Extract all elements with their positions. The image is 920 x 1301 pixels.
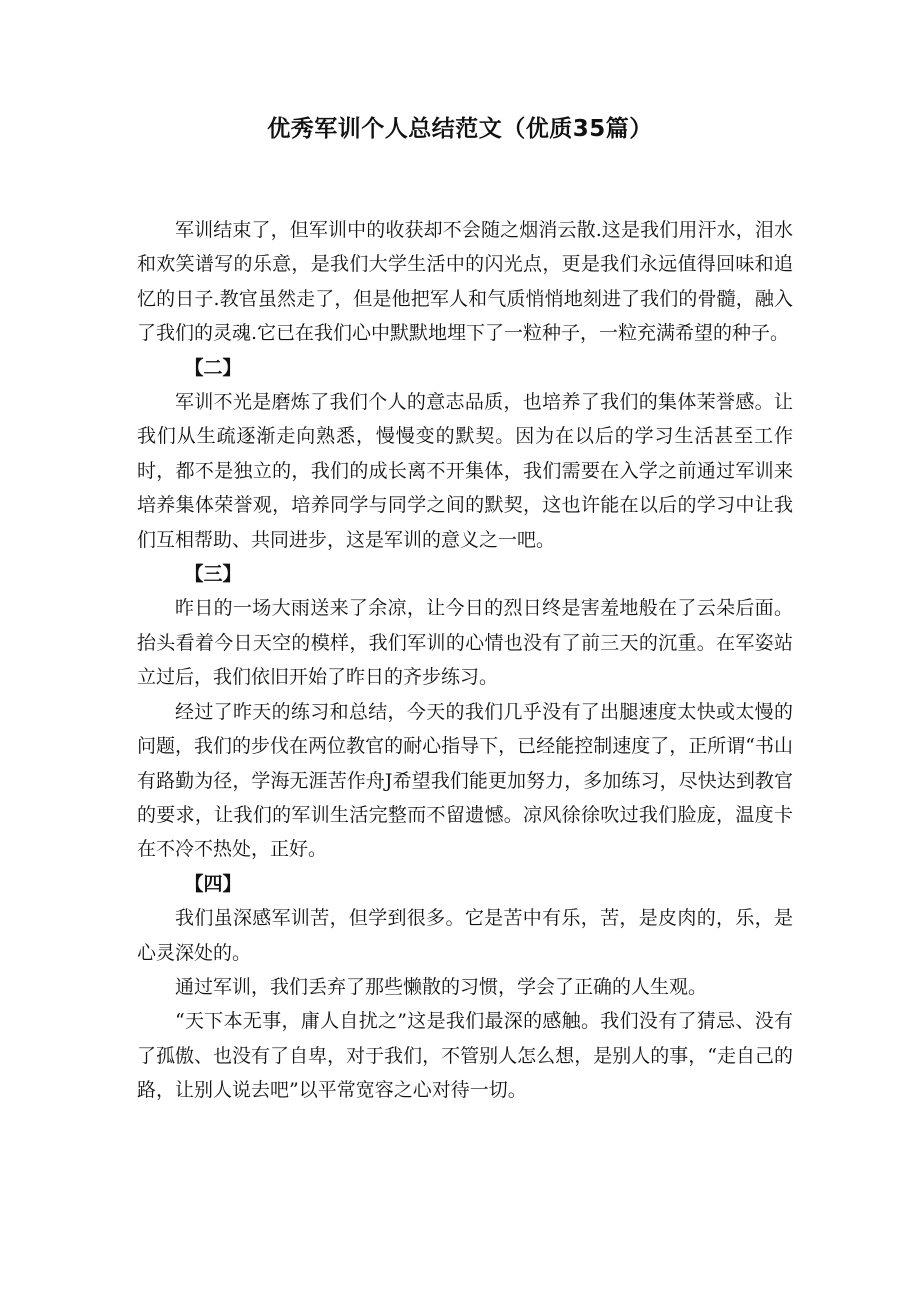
body-paragraph: 通过军训，我们丢弃了那些懒散的习惯，学会了正确的人生观。	[175, 975, 708, 998]
body-paragraph: “天下本无事，庸人自扰之”这是我们最深的感触。我们没有了猜忌、没有了孤傲、也没有了自卑，对于我们，不管别人怎么想，是别人的事，“走自己的路，让别人说去吧”以平常宽容之心对待一切。	[137, 1010, 793, 1102]
section-heading: 【四】	[184, 872, 242, 895]
document-body	[137, 213, 793, 1108]
document-title: 优秀军训个人总结范文（优质35篇）	[267, 116, 653, 142]
body-paragraph: 昨日的一场大雨送来了余凉，让今日的烈日终是害羞地般在了云朵后面。抬头看着今日天空的模样，我们军训的心情也没有了前三天的沉重。在军姿站立过后，我们依旧开始了昨日的齐步练习。	[137, 597, 793, 689]
body-paragraph: 军训结束了，但军训中的收获却不会随之烟消云散.这是我们用汗水，泪水和欢笑谱写的乐意，是我们大学生活中的闪光点，更是我们永远值得回味和追忆的日子.教官虽然走了，但是他把军人和气质悄悄地刻进了我们的骨髓，融入了我们的灵魂.它已在我们心中默默地埋下了一粒种子，一粒充满希望的种子。	[137, 219, 793, 345]
section-heading: 【三】	[184, 563, 242, 586]
body-paragraph: 经过了昨天的练习和总结，今天的我们几乎没有了出腿速度太快或太慢的问题，我们的步伐在两位教官的耐心指导下，已经能控制速度了，正所谓“书山有路勤为径，学海无涯苦作舟J希望我们能更加努力，多加练习，尽快达到教官的要求，让我们的军训生活完整而不留遗憾。凉风徐徐吹过我们脸庞，温度卡在不冷不热处，正好。	[137, 700, 793, 861]
section-heading: 【二】	[184, 356, 242, 379]
body-paragraph: 我们虽深感军训苦，但学到很多。它是苦中有乐，苦，是皮肉的，乐，是心灵深处的。	[137, 907, 793, 964]
body-paragraph: 军训不光是磨炼了我们个人的意志品质，也培养了我们的集体茉誉感。让我们从生疏逐渐走向熟悉，慢慢变的默契。因为在以后的学习生活甚至工作时，都不是独立的，我们的成长离不开集体，我们需要在入学之前通过军训来培养集体荣誉观，培养同学与同学之间的默契，这也许能在以后的学习中让我们互相帮助、共同进步，这是军训的意义之一吧。	[137, 391, 793, 551]
